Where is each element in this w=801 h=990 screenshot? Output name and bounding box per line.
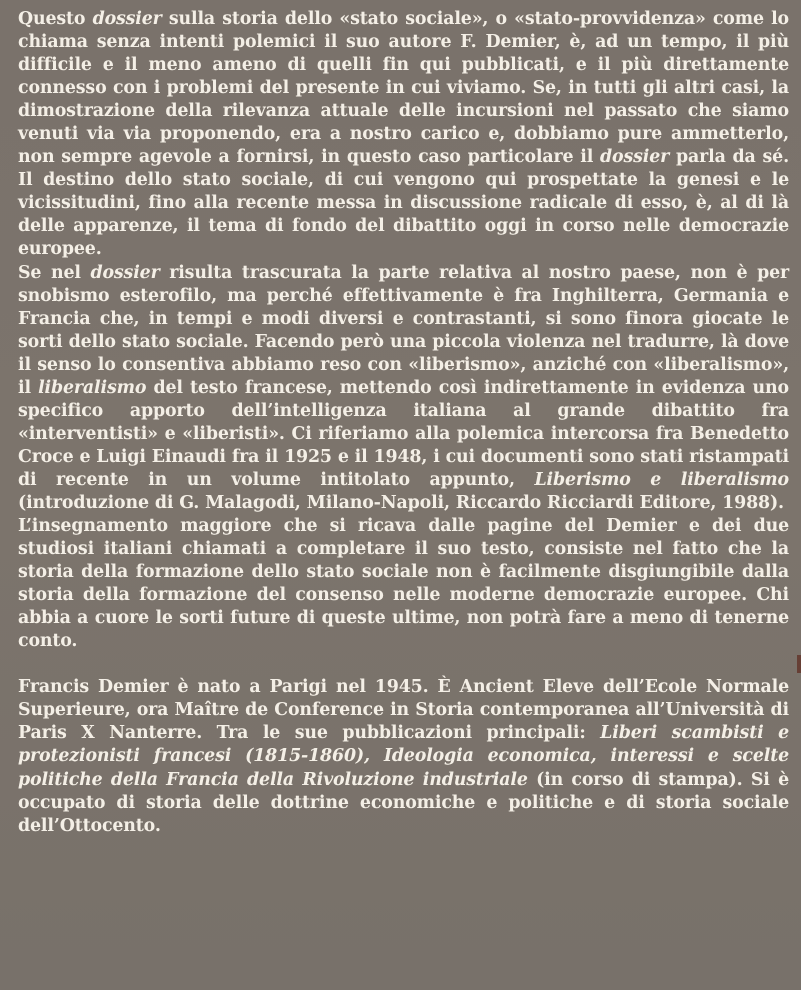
text-run: (in corso di stampa). Si è occupato di storia delle dottrine economiche e politiche e di storia sociale dell’Ottocento. <box>18 769 789 836</box>
intro-paragraph-2 <box>18 262 789 516</box>
author-bio <box>18 676 789 837</box>
italic-term: dossier <box>92 9 162 29</box>
text-run: Se nel <box>18 262 91 283</box>
edge-mark <box>797 655 801 673</box>
italic-term: dossier <box>90 262 160 283</box>
text-run: Francis Demier è nato a Parigi nel 1945. È Ancient Eleve dell’Ecole Normale Superieure, ora Maître de Conference in Storia contemporanea all’Università di Paris X Nanterre. Tra le sue pubblicazioni principali: <box>18 677 789 744</box>
text-run: del testo francese, mettendo così indirettamente in evidenza uno specifico apporto dell’intelligenza italiana al grande dibattito fra «interventisti» e «liberisti». Ci riferiamo alla polemica intercorsa fra Benedetto Croce e Luigi Einaudi fra il 1925 e il 1948, i cui documenti sono stati ristampati di recente in un volume intitolato appunto, <box>18 377 789 490</box>
intro-paragraph-3: L’insegnamento maggiore che si ricava dalle pagine del Demier e dei due studiosi italiani chiamati a completare il suo testo, consiste nel fatto che la storia della formazione dello stato sociale non è facilmente disgiungibile dalla storia della formazione del consenso nelle moderne democrazie europee. Chi abbia a cuore le sorti future di queste ultime, non potrà fare a meno di tenerne conto. <box>18 516 789 652</box>
section-gap <box>18 653 789 676</box>
text-run: sulla storia dello «stato sociale», o «stato-provvidenza» come lo chiama senza intenti polemici il suo autore F. Demier, è, ad un tempo, il più difficile e il meno ameno di quelli fin qui pubblicati, e il più direttamente connesso con i problemi del presente in cui viviamo. Se, in tutti gli altri casi, la dimostrazione della rilevanza attuale delle incursioni nel passato che siamo venuti via via proponendo, era a nostro carico e, dobbiamo pure ammetterlo, non sempre agevole a fornirsi, in questo caso particolare il <box>18 9 789 168</box>
cover-text <box>18 8 789 838</box>
book-title: Liberismo e liberalismo <box>534 469 789 490</box>
intro-paragraph-1 <box>18 8 789 262</box>
text-run: Questo <box>18 9 93 29</box>
text-run: risulta trascurata la parte relativa al nostro paese, non è per snobismo esterofilo, ma perché effettivamente è fra Inghilterra, Germania e Francia che, in tempi e modi diversi e contrastanti, si sono finora giocate le sorti dello stato sociale. Facendo però una piccola violenza nel tradurre, là dove il senso lo consentiva abbiamo reso con «liberismo», anziché con «liberalismo», il <box>18 262 790 398</box>
italic-term: dossier <box>600 147 670 168</box>
italic-term: liberalismo <box>38 377 147 398</box>
text-run: (introduzione di G. Malagodi, Milano-Napoli, Riccardo Ricciardi Editore, 1988). <box>18 492 784 513</box>
publication-titles: Liberi scambisti e protezionisti francesi (1815-1860), Ideologia economica, interessi e scelte politiche della Francia della Rivoluzione industriale <box>18 723 789 790</box>
text-run: parla da sé. Il destino dello stato sociale, di cui vengono qui prospettate la genesi e le vicissitudini, fino alla recente messa in discussione radicale di esso, è, al di là delle apparenze, il tema di fondo del dibattito oggi in corso nelle democrazie europee. <box>18 147 789 260</box>
